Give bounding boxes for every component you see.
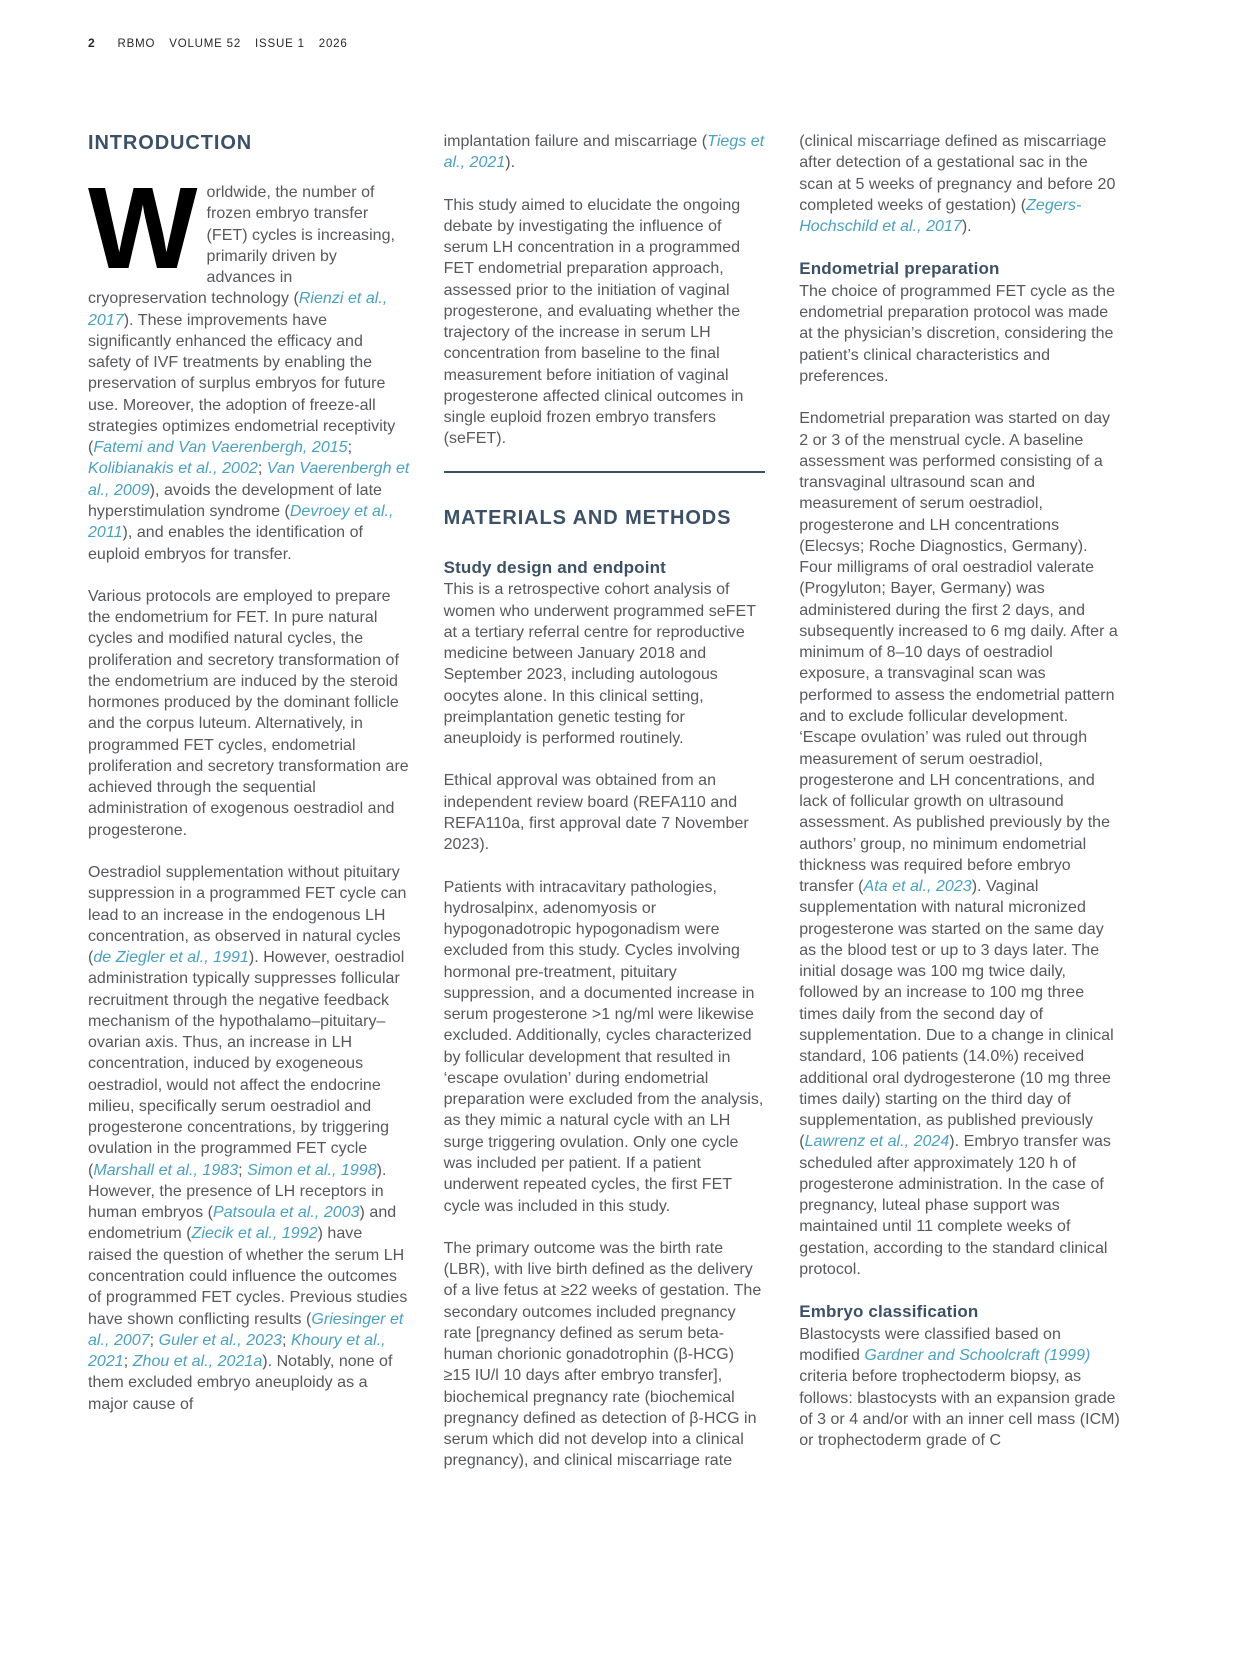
text-run: This study aimed to elucidate the ongoing debate by investigating the influence of serum LH concentration in a programmed FET endometrial preparation approach, assessed prior to the initiation of vaginal progesterone, and evaluating whether the trajectory of the increase in serum LH concentration from baseline to the final measurement before initiation of vaginal progesterone affected clinical outcomes in single euploid frozen embryo transfers (seFET). bbox=[443, 196, 744, 448]
text-run: ; bbox=[149, 1331, 159, 1349]
text-run: ; bbox=[347, 439, 353, 457]
text-run: ) and endometrium ( bbox=[88, 1204, 397, 1243]
subsection-heading bbox=[799, 1301, 1121, 1324]
text-run: ), avoids the development of late hyperstimulation syndrome ( bbox=[88, 481, 382, 520]
citation-link[interactable]: Griesinger et al., 2007 bbox=[88, 1310, 404, 1349]
citation-link[interactable]: Ata et al., 2023 bbox=[863, 878, 972, 896]
text-run: ; bbox=[123, 1353, 133, 1371]
text-run: ; bbox=[238, 1161, 248, 1179]
text-run: ). bbox=[961, 218, 972, 236]
citation-link[interactable]: Marshall et al., 1983 bbox=[93, 1161, 239, 1179]
paragraph bbox=[444, 770, 766, 855]
text-run: ). Embryo transfer was scheduled after approximately 120 h of progesterone administration. In the case of pregnancy, luteal phase support was maintained until 11 complete weeks of gestation, according to the standard clinical protocol. bbox=[799, 1133, 1111, 1278]
citation-link[interactable]: Devroey et al., 2011 bbox=[88, 502, 394, 542]
paragraph bbox=[88, 163, 410, 565]
text-run: ). Vaginal supplementation with natural micronized progesterone was started on the same day as the blood test or up to 3 days later. The initial dosage was 100 mg twice daily, followed by an increase to 100 mg three times daily from the second day of supplementation. Due to a change in clinical standard, 106 patients (14.0%) received additional oral dydrogesterone (10 mg three times daily) starting on the third day of supplementation, as published previously ( bbox=[799, 878, 1114, 1151]
paragraph bbox=[799, 131, 1121, 237]
text-run: Oestradiol supplementation without pituitary suppression in a programmed FET cycle can lead to an increase in the endogenous LH concentration, as observed in natural cycles ( bbox=[88, 863, 407, 967]
citation-link[interactable]: Guler et al., 2023 bbox=[158, 1331, 282, 1349]
citation-link[interactable]: Ziecik et al., 1992 bbox=[191, 1225, 318, 1243]
text-run: criteria before trophectoderm biopsy, as follows: blastocysts with an expansion grade of 3 or 4 and/or with an inner cell mass (ICM) or trophectoderm grade of C bbox=[799, 1368, 1120, 1450]
text-run: orldwide, the number of frozen embryo transfer (FET) cycles is increasing, primarily driven by advances in cryopreservation technology ( bbox=[88, 184, 395, 308]
text-run: (clinical miscarriage defined as miscarriage after detection of a gestational sac in the scan at 5 weeks of pregnancy and before 20 completed weeks of gestation) ( bbox=[799, 133, 1116, 214]
text-run: Endometrial preparation bbox=[799, 259, 1000, 279]
section-heading bbox=[88, 131, 410, 155]
text-run: Endometrial preparation was started on day 2 or 3 of the menstrual cycle. A baseline assessment was performed consisting of a transvaginal ultrasound scan and measurement of serum oestradiol, progesterone and LH concentrations (Elecsys; Roche Diagnostics, Germany). Four milligrams of oral oestradiol valerate (Progyluton; Bayer, Germany) was administered during the first 2 days, and subsequently increased to 6 mg daily. After a minimum of 8–10 days of oestradiol exposure, a transvaginal scan was performed to assess the endometrial pattern and to exclude follicular development. ‘Escape ovulation’ was ruled out through measurement of serum oestradiol, progesterone and LH concentrations, and lack of follicular growth on ultrasound assessment. As published previously by the authors’ group, no minimum endometrial thickness was required before embryo transfer ( bbox=[799, 410, 1118, 896]
citation-link[interactable]: de Ziegler et al., 1991 bbox=[93, 949, 249, 967]
text-run: The choice of programmed FET cycle as the endometrial preparation protocol was made at the physician’s discretion, considering the patient’s clinical characteristics and preferences. bbox=[799, 282, 1116, 385]
text-run: ) have raised the question of whether the serum LH concentration could influence the outcomes of programmed FET cycles. Previous studies have shown conflicting results ( bbox=[88, 1225, 408, 1328]
column bbox=[444, 131, 766, 1472]
text-run: Study design and endpoint bbox=[443, 557, 667, 577]
text-run: ; bbox=[257, 460, 267, 478]
citation-link[interactable]: Lawrenz et al., 2024 bbox=[804, 1133, 950, 1151]
paragraph bbox=[88, 586, 410, 841]
column bbox=[799, 131, 1121, 1472]
paragraph bbox=[444, 195, 766, 450]
subsection-heading bbox=[799, 258, 1121, 281]
text-run: Various protocols are employed to prepare the endometrium for FET. In pure natural cycles and modified natural cycles, the proliferation and secretory transformation of the endometrium are induced by the steroid hormones produced by the dominant follicle and the corpus luteum. Alternatively, in programmed FET cycles, endometrial proliferation and secretory transformation are achieved through the sequential administration of exogenous oestradiol and progesterone. bbox=[88, 587, 409, 839]
article-body bbox=[88, 131, 1121, 1472]
section-divider bbox=[444, 471, 766, 473]
paragraph bbox=[799, 281, 1121, 387]
text-run: ; bbox=[281, 1331, 291, 1349]
citation-link[interactable]: Van Vaerenbergh et al., 2009 bbox=[88, 460, 410, 499]
journal-name: RBMO bbox=[117, 38, 156, 50]
text-run: ). However, the presence of LH receptors in human embryos ( bbox=[88, 1161, 387, 1222]
volume-label: VOLUME 52 bbox=[169, 38, 242, 50]
text-run: ). bbox=[505, 154, 516, 172]
citation-link[interactable]: Tiegs et al., 2021 bbox=[443, 133, 765, 172]
citation-link[interactable]: Fatemi and Van Vaerenbergh, 2015 bbox=[93, 439, 348, 457]
text-run: implantation failure and miscarriage ( bbox=[443, 133, 708, 150]
paragraph bbox=[799, 1324, 1121, 1452]
subsection-heading bbox=[444, 557, 766, 580]
text-run: The primary outcome was the birth rate (LBR), with live birth defined as the delivery of a live fetus at ≥22 weeks of gestation. The secondary outcomes included pregnancy rate [pregnancy defined as serum beta-human chorionic gonadotrophin (β-HCG) ≥15 IU/l 10 days after embryo transfer], biochemical pregnancy rate (biochemical pregnancy defined as detection of β-HCG in serum which did not develop into a clinical pregnancy), and clinical miscarriage rate bbox=[443, 1239, 762, 1470]
citation-link[interactable]: Zhou et al., 2021a bbox=[132, 1353, 263, 1371]
citation-link[interactable]: Khoury et al., 2021 bbox=[88, 1331, 386, 1371]
text-run: Embryo classification bbox=[799, 1302, 979, 1322]
text-run: MATERIALS AND METHODS bbox=[443, 506, 732, 529]
paragraph bbox=[444, 877, 766, 1217]
paragraph bbox=[444, 579, 766, 749]
text-run: ). These improvements have significantly enhanced the efficacy and safety of IVF treatments by enabling the preservation of surplus embryos for future use. Moreover, the adoption of freeze-all strategies optimizes endometrial receptivity ( bbox=[88, 311, 396, 457]
column bbox=[88, 131, 410, 1472]
citation-link[interactable]: Rienzi et al., 2017 bbox=[88, 290, 388, 329]
text-run: INTRODUCTION bbox=[88, 132, 253, 154]
paragraph bbox=[444, 1238, 766, 1472]
text-run: ). Notably, none of them excluded embryo aneuploidy as a major cause of bbox=[88, 1353, 393, 1413]
citation-link[interactable]: Patsoula et al., 2003 bbox=[212, 1204, 360, 1222]
page-number: 2 bbox=[88, 36, 96, 50]
year-label: 2026 bbox=[318, 38, 348, 50]
paragraph bbox=[799, 408, 1121, 1280]
drop-cap: W bbox=[88, 163, 198, 293]
citation-link[interactable]: Kolibianakis et al., 2002 bbox=[88, 460, 258, 478]
text-run: ). However, oestradiol administration typically suppresses follicular recruitment through the negative feedback mechanism of the hypothalamo–pituitary–ovarian axis. Thus, an increase in LH concentration, induced by exogeneous oestradiol, would not affect the endocrine milieu, specifically serum oestradiol and progesterone concentrations, by triggering ovulation in the programmed FET cycle ( bbox=[88, 949, 405, 1179]
section-heading bbox=[444, 506, 766, 530]
citation-link[interactable]: Zegers-Hochschild et al., 2017 bbox=[799, 196, 1082, 236]
paragraph bbox=[444, 131, 766, 174]
citation-link[interactable]: Simon et al., 1998 bbox=[247, 1161, 377, 1179]
text-run: ), and enables the identification of euploid embryos for transfer. bbox=[88, 524, 363, 563]
text-run: Blastocysts were classified based on modified bbox=[799, 1325, 1061, 1365]
paragraph bbox=[88, 862, 410, 1415]
text-run: Patients with intracavitary pathologies, hydrosalpinx, adenomyosis or hypogonadotropic hypogonadism were excluded from this study. Cycles involving hormonal pre-treatment, pituitary suppression, and a documented increase in serum progesterone >1 ng/ml were likewise excluded. Additionally, cycles characterized by follicular development that resulted in ‘escape ovulation’ during endometrial preparation were excluded from the analysis, as they mimic a natural cycle with an LH surge triggering ovulation. Only one cycle was included per patient. If a patient underwent repeated cycles, the first FET cycle was included in this study. bbox=[443, 878, 764, 1215]
running-header bbox=[88, 36, 362, 50]
issue-label: ISSUE 1 bbox=[255, 38, 305, 50]
citation-link[interactable]: Gardner and Schoolcraft (1999) bbox=[864, 1347, 1091, 1365]
text-run: Ethical approval was obtained from an independent review board (REFA110 and REFA110a, first approval date 7 November 2023). bbox=[443, 772, 749, 854]
text-run: This is a retrospective cohort analysis of women who underwent programmed seFET at a tertiary referral centre for reproductive medicine between January 2018 and September 2023, including autologous oocytes alone. In this clinical setting, preimplantation genetic testing for aneuploidy is performed routinely. bbox=[443, 581, 756, 748]
